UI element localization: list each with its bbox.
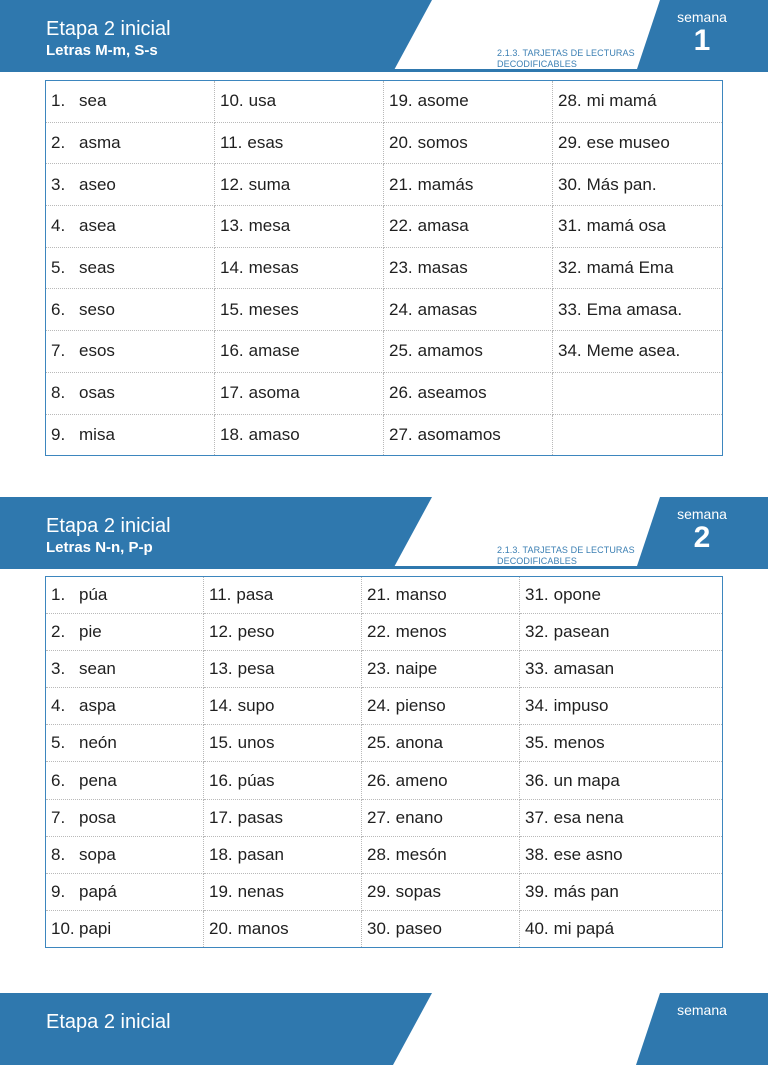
item-number: 5. — [51, 258, 66, 278]
week-label: semana — [677, 506, 727, 522]
item-word: asea — [79, 216, 116, 236]
table-row — [46, 836, 723, 873]
item-number: 7. — [51, 341, 66, 361]
week-number: 1 — [693, 24, 711, 57]
item-number: 8. — [51, 383, 66, 403]
week-label: semana — [677, 1002, 727, 1018]
word-cell — [520, 725, 723, 762]
item-word: amaso — [248, 424, 300, 444]
item-word: púa — [79, 585, 108, 605]
item-word: pasean — [553, 622, 610, 642]
word-cell — [553, 164, 723, 206]
table-row — [46, 799, 723, 836]
item-number: 32. — [558, 258, 582, 278]
table-row — [46, 206, 723, 248]
item-word: neón — [79, 733, 117, 753]
word-cell — [362, 762, 520, 799]
word-cell — [520, 762, 723, 799]
item-number: 11. — [220, 133, 243, 153]
item-number: 4. — [51, 696, 66, 716]
item-number: 38. — [525, 844, 549, 864]
item-word: sea — [79, 91, 107, 111]
item-number: 7. — [51, 807, 66, 827]
item-number: 24. — [389, 299, 413, 319]
item-word: amasa — [417, 216, 469, 236]
item-number: 31. — [525, 585, 549, 605]
item-word: sopa — [79, 844, 116, 864]
item-number: 28. — [558, 91, 582, 111]
item-number: 17. — [220, 383, 244, 403]
table-row — [46, 577, 723, 614]
item-number: 18. — [209, 844, 233, 864]
item-word: mi mamá — [586, 91, 657, 111]
banner — [0, 993, 768, 1065]
word-cell — [362, 688, 520, 725]
item-number: 8. — [51, 844, 66, 864]
word-cell — [384, 372, 553, 414]
word-cell — [553, 81, 723, 123]
item-number: 3. — [51, 174, 66, 194]
item-number: 27. — [367, 807, 391, 827]
stage-title: Etapa 2 inicial — [46, 515, 171, 537]
item-number: 23. — [367, 659, 391, 679]
item-word: mi papá — [553, 918, 615, 938]
word-cell — [520, 577, 723, 614]
item-word: naipe — [395, 659, 438, 679]
item-number: 22. — [389, 216, 413, 236]
word-cell — [204, 688, 362, 725]
table-row — [46, 331, 723, 373]
item-word: pena — [79, 770, 117, 790]
word-cell — [215, 247, 384, 289]
item-number: 30. — [367, 918, 391, 938]
item-number: 26. — [367, 770, 391, 790]
word-cell — [384, 122, 553, 164]
item-word: asome — [417, 91, 469, 111]
item-word: aseamos — [417, 383, 487, 403]
item-word: Ema amasa. — [586, 299, 683, 319]
item-word: amasan — [553, 659, 615, 679]
word-cell — [362, 910, 520, 947]
item-number: 14. — [220, 258, 244, 278]
word-cell — [215, 331, 384, 373]
word-cell — [46, 81, 215, 123]
reading-card-week-3 — [0, 993, 768, 1065]
stage-title: Etapa 2 inicial — [46, 18, 171, 40]
item-number: 34. — [558, 341, 582, 361]
reading-card-week-2 — [0, 497, 768, 938]
word-cell — [520, 651, 723, 688]
item-word: amase — [248, 341, 300, 361]
word-cell — [553, 247, 723, 289]
table-row — [46, 414, 723, 456]
item-number: 27. — [389, 424, 413, 444]
item-number: 32. — [525, 622, 549, 642]
item-word: meses — [248, 299, 299, 319]
reading-card-week-1 — [0, 0, 768, 444]
item-number: 12. — [209, 622, 233, 642]
item-number: 22. — [367, 622, 391, 642]
item-word: paseo — [395, 918, 442, 938]
item-number: 40. — [525, 918, 549, 938]
word-cell — [362, 799, 520, 836]
table-row — [46, 81, 723, 123]
item-word: papá — [79, 881, 117, 901]
word-cell — [553, 206, 723, 248]
item-number: 3. — [51, 659, 66, 679]
item-word: Meme asea. — [586, 341, 681, 361]
item-word: osas — [79, 383, 115, 403]
item-number: 10. — [220, 91, 244, 111]
item-word: esas — [247, 133, 284, 153]
item-word: pie — [79, 622, 102, 642]
item-number: 12. — [220, 174, 244, 194]
word-cell — [46, 614, 204, 651]
word-cell — [46, 799, 204, 836]
item-number: 15. — [209, 733, 233, 753]
item-number: 20. — [389, 133, 413, 153]
table-row — [46, 651, 723, 688]
table-row — [46, 873, 723, 910]
word-cell — [215, 81, 384, 123]
item-word: esos — [79, 341, 115, 361]
item-number: 11. — [209, 585, 232, 605]
word-cell — [362, 614, 520, 651]
word-cell — [46, 372, 215, 414]
word-cell — [215, 206, 384, 248]
item-word: asma — [79, 133, 121, 153]
item-word: pienso — [395, 696, 446, 716]
item-number: 6. — [51, 770, 66, 790]
word-cell — [215, 372, 384, 414]
word-cell — [520, 614, 723, 651]
table-row — [46, 247, 723, 289]
item-word: manos — [237, 918, 289, 938]
word-cell — [204, 799, 362, 836]
word-cell — [46, 688, 204, 725]
item-word: mesa — [248, 216, 291, 236]
word-cell — [46, 577, 204, 614]
word-cell — [204, 577, 362, 614]
word-cell — [46, 762, 204, 799]
item-number: 4. — [51, 216, 66, 236]
item-word: aseo — [79, 174, 116, 194]
word-cell — [46, 651, 204, 688]
item-word: seso — [79, 299, 115, 319]
table-row — [46, 614, 723, 651]
item-word: ameno — [395, 770, 448, 790]
item-number: 13. — [209, 659, 233, 679]
word-cell — [215, 289, 384, 331]
table-row — [46, 762, 723, 799]
word-cell — [553, 414, 723, 456]
table-row — [46, 122, 723, 164]
week-number: 2 — [693, 521, 711, 554]
word-cell — [384, 81, 553, 123]
item-word: mamá Ema — [586, 258, 674, 278]
item-word: mesas — [248, 258, 299, 278]
item-number: 26. — [389, 383, 413, 403]
item-number: 21. — [367, 585, 391, 605]
word-cell — [384, 414, 553, 456]
item-number: 17. — [209, 807, 233, 827]
word-cell — [46, 206, 215, 248]
item-word: somos — [417, 133, 468, 153]
word-cell — [553, 289, 723, 331]
item-word: un mapa — [553, 770, 620, 790]
word-cell — [384, 331, 553, 373]
item-word: pasa — [236, 585, 274, 605]
banner — [0, 0, 768, 72]
word-cell — [384, 206, 553, 248]
word-table — [45, 80, 723, 456]
word-cell — [520, 910, 723, 947]
item-number: 21. — [389, 174, 413, 194]
letters-subtitle: Letras N-n, P-p — [46, 539, 153, 556]
item-word: mesón — [395, 844, 447, 864]
item-word: amasas — [417, 299, 478, 319]
item-word: menos — [553, 733, 605, 753]
item-word: mamá osa — [586, 216, 667, 236]
item-word: opone — [553, 585, 601, 605]
item-number: 23. — [389, 258, 413, 278]
item-number: 6. — [51, 299, 66, 319]
item-number: 25. — [367, 733, 391, 753]
item-word: sean — [79, 659, 116, 679]
item-word: menos — [395, 622, 447, 642]
item-number: 18. — [220, 424, 244, 444]
item-word: púas — [237, 770, 275, 790]
item-number: 29. — [367, 881, 391, 901]
item-word: unos — [237, 733, 275, 753]
item-word: pasan — [237, 844, 284, 864]
table-row — [46, 289, 723, 331]
item-number: 29. — [558, 133, 582, 153]
item-word: nenas — [237, 881, 284, 901]
item-word: suma — [248, 174, 291, 194]
word-cell — [215, 414, 384, 456]
word-cell — [46, 873, 204, 910]
item-number: 5. — [51, 733, 66, 753]
item-word: Más pan. — [586, 174, 657, 194]
item-number: 9. — [51, 881, 66, 901]
item-word: sopas — [395, 881, 442, 901]
item-number: 28. — [367, 844, 391, 864]
item-number: 35. — [525, 733, 549, 753]
item-number: 13. — [220, 216, 244, 236]
word-cell — [204, 873, 362, 910]
word-cell — [46, 836, 204, 873]
item-word: enano — [395, 807, 443, 827]
item-word: ese asno — [553, 844, 623, 864]
item-word: esa nena — [553, 807, 624, 827]
card-code: 2.1.3. TARJETAS DE LECTURAS DECODIFICABLES — [497, 545, 635, 566]
banner — [0, 497, 768, 569]
word-cell — [520, 836, 723, 873]
item-number: 37. — [525, 807, 549, 827]
item-word: más pan — [553, 881, 619, 901]
week-label: semana — [677, 9, 727, 25]
item-number: 39. — [525, 881, 549, 901]
stage-title: Etapa 2 inicial — [46, 1011, 171, 1033]
word-cell — [204, 762, 362, 799]
table-row — [46, 164, 723, 206]
item-word: misa — [79, 424, 115, 444]
word-cell — [46, 289, 215, 331]
item-number: 25. — [389, 341, 413, 361]
word-cell — [520, 873, 723, 910]
word-cell — [204, 836, 362, 873]
item-number: 1. — [51, 585, 66, 605]
item-word: asomamos — [417, 424, 501, 444]
word-cell — [46, 910, 204, 947]
item-number: 10. — [51, 918, 75, 938]
item-word: amamos — [417, 341, 483, 361]
word-cell — [204, 651, 362, 688]
word-cell — [204, 910, 362, 947]
item-number: 20. — [209, 918, 233, 938]
item-number: 2. — [51, 133, 66, 153]
item-word: ese museo — [586, 133, 670, 153]
word-cell — [46, 164, 215, 206]
card-code: 2.1.3. TARJETAS DE LECTURAS DECODIFICABLES — [497, 48, 635, 69]
item-word: papi — [79, 918, 112, 938]
item-number: 34. — [525, 696, 549, 716]
item-number: 33. — [558, 299, 582, 319]
word-cell — [46, 122, 215, 164]
item-number: 31. — [558, 216, 582, 236]
word-cell — [362, 873, 520, 910]
table-row — [46, 725, 723, 762]
item-word: seas — [79, 258, 115, 278]
item-word: pesa — [237, 659, 275, 679]
word-cell — [384, 164, 553, 206]
item-word: supo — [237, 696, 275, 716]
word-cell — [520, 688, 723, 725]
item-number: 9. — [51, 424, 66, 444]
item-word: usa — [248, 91, 277, 111]
letters-subtitle: Letras M-m, S-s — [46, 42, 158, 59]
item-word: mamás — [417, 174, 474, 194]
item-word: pasas — [237, 807, 284, 827]
word-cell — [553, 372, 723, 414]
word-cell — [204, 725, 362, 762]
word-cell — [520, 799, 723, 836]
item-number: 33. — [525, 659, 549, 679]
item-word: anona — [395, 733, 443, 753]
word-cell — [362, 651, 520, 688]
item-number: 15. — [220, 299, 244, 319]
word-cell — [362, 577, 520, 614]
item-number: 24. — [367, 696, 391, 716]
item-word: impuso — [553, 696, 609, 716]
word-cell — [384, 247, 553, 289]
table-row — [46, 372, 723, 414]
word-cell — [553, 122, 723, 164]
item-number: 2. — [51, 622, 66, 642]
word-cell — [384, 289, 553, 331]
item-word: masas — [417, 258, 468, 278]
item-number: 19. — [389, 91, 413, 111]
item-number: 30. — [558, 174, 582, 194]
item-word: aspa — [79, 696, 116, 716]
word-cell — [46, 331, 215, 373]
item-number: 16. — [220, 341, 244, 361]
item-number: 19. — [209, 881, 233, 901]
item-word: posa — [79, 807, 116, 827]
word-cell — [215, 164, 384, 206]
word-cell — [46, 725, 204, 762]
item-number: 36. — [525, 770, 549, 790]
word-table — [45, 576, 723, 948]
table-row — [46, 910, 723, 947]
item-word: peso — [237, 622, 275, 642]
word-cell — [362, 836, 520, 873]
item-word: manso — [395, 585, 447, 605]
item-word: asoma — [248, 383, 300, 403]
word-cell — [46, 414, 215, 456]
word-cell — [204, 614, 362, 651]
word-cell — [362, 725, 520, 762]
word-cell — [46, 247, 215, 289]
item-number: 14. — [209, 696, 233, 716]
table-row — [46, 688, 723, 725]
item-number: 1. — [51, 91, 66, 111]
word-cell — [215, 122, 384, 164]
word-cell — [553, 331, 723, 373]
item-number: 16. — [209, 770, 233, 790]
